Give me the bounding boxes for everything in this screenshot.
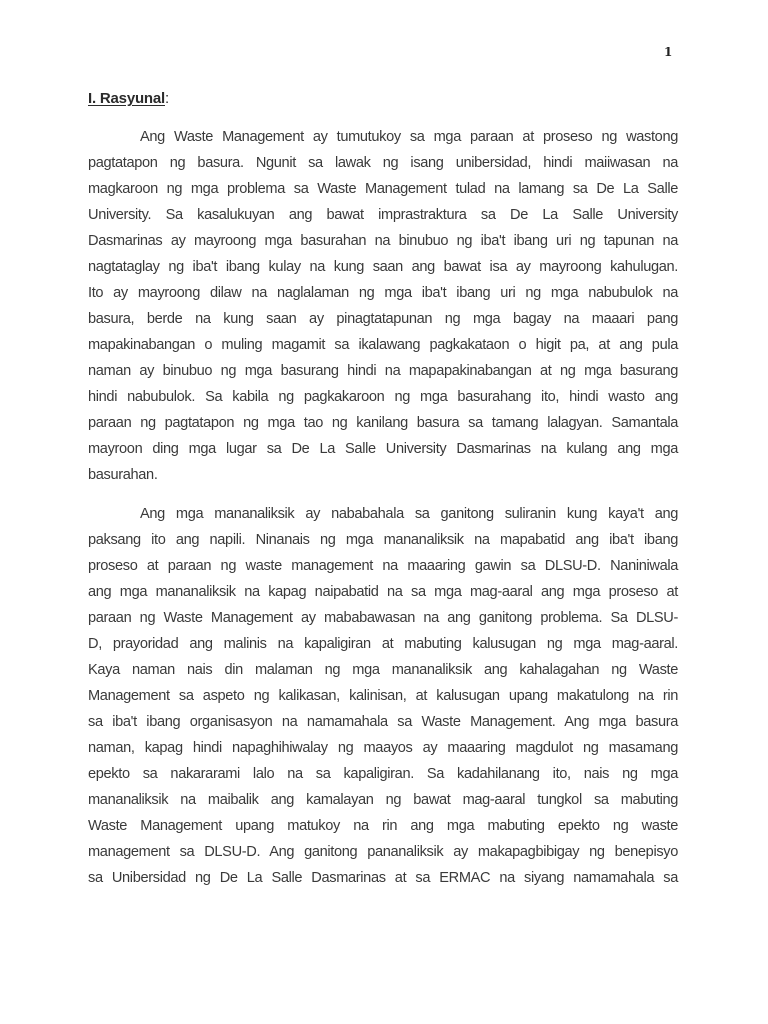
section-title-colon: : xyxy=(165,90,169,107)
paragraph-line: paksang ito ang napili. Ninanais ng mga mananaliksik na mapabatid ang iba't ibang xyxy=(88,532,678,548)
paragraph-line: Management sa aspeto ng kalikasan, kalinisan, at kalusugan upang makatulong na rin xyxy=(88,688,678,704)
paragraph-line: basura, berde na kung saan ay pinagtatapunan ng mga bagay na maaari pang xyxy=(88,311,678,327)
paragraph-line: management sa DLSU-D. Ang ganitong pananaliksik ay makapagbibigay ng benepisyo xyxy=(88,844,678,860)
paragraph-line: D, prayoridad ang malinis na kapaligiran at mabuting kalusugan ng mga mag-aaral. xyxy=(88,636,678,652)
paragraph-rationale-2 xyxy=(88,501,678,891)
paragraph-line: Waste Management upang matukoy na rin ang mga mabuting epekto ng waste xyxy=(88,818,678,834)
paragraph-line: Kaya naman nais din malaman ng mga mananaliksik ang kahalagahan ng Waste xyxy=(88,662,678,678)
paragraph-line: naman, kapag hindi napaghihiwalay ng maayos ay maaaring magdulot ng masamang xyxy=(88,740,678,756)
paragraph-line: pagtatapon ng basura. Ngunit sa lawak ng isang unibersidad, hindi maiiwasan na xyxy=(88,155,678,171)
paragraph-line: mapakinabangan o muling magamit sa ikalawang pagkakataon o higit pa, at ang pula xyxy=(88,337,678,353)
paragraph-line: epekto sa nakararami lalo na sa kapaligiran. Sa kadahilanang ito, nais ng mga xyxy=(88,766,678,782)
paragraph-line: University. Sa kasalukuyan ang bawat imprastraktura sa De La Salle University xyxy=(88,207,678,223)
paragraph-line: Dasmarinas ay mayroong mga basurahan na binubuo ng iba't ibang uri ng tapunan na xyxy=(88,233,678,249)
paragraph-rationale-1 xyxy=(88,124,678,488)
paragraph-line: hindi nabubulok. Sa kabila ng pagkakaroon ng mga basurahang ito, hindi wasto ang xyxy=(88,389,678,405)
section-heading xyxy=(88,90,169,107)
page-number: 1 xyxy=(664,45,673,59)
paragraph-line: Ang Waste Management ay tumutukoy sa mga paraan at proseso ng wastong xyxy=(140,129,678,145)
paragraph-line: paraan ng pagtatapon ng mga tao ng kanilang basura sa tamang lalagyan. Samantala xyxy=(88,415,678,431)
paragraph-line: paraan ng Waste Management ay mababawasan na ang ganitong problema. Sa DLSU- xyxy=(88,610,678,626)
paragraph-line: basurahan. xyxy=(88,467,158,483)
paragraph-line: Ang mga mananaliksik ay nababahala sa ganitong suliranin kung kaya't ang xyxy=(140,506,678,522)
paragraph-line: proseso at paraan ng waste management na maaaring gawin sa DLSU-D. Naniniwala xyxy=(88,558,678,574)
section-title: I. Rasyunal xyxy=(88,90,165,107)
paragraph-line: Ito ay mayroong dilaw na naglalaman ng mga iba't ibang uri ng mga nabubulok na xyxy=(88,285,678,301)
paragraph-line: nagtataglay ng iba't ibang kulay na kung saan ang bawat isa ay mayroong kahulugan. xyxy=(88,259,678,275)
paragraph-line: sa iba't ibang organisasyon na namamahala sa Waste Management. Ang mga basura xyxy=(88,714,678,730)
paragraph-line: ang mga mananaliksik na kapag naipabatid na sa mga mag-aaral ang mga proseso at xyxy=(88,584,678,600)
paragraph-line: sa Unibersidad ng De La Salle Dasmarinas at sa ERMAC na siyang namamahala sa xyxy=(88,870,678,886)
paragraph-line: magkaroon ng mga problema sa Waste Management tulad na lamang sa De La Salle xyxy=(88,181,678,197)
paragraph-line: mananaliksik na maibalik ang kamalayan ng bawat mag-aaral tungkol sa mabuting xyxy=(88,792,678,808)
paragraph-line: naman ay binubuo ng mga basurang hindi na mapapakinabangan at ng mga basurang xyxy=(88,363,678,379)
paragraph-line: mayroon ding mga lugar sa De La Salle University Dasmarinas na kulang ang mga xyxy=(88,441,678,457)
